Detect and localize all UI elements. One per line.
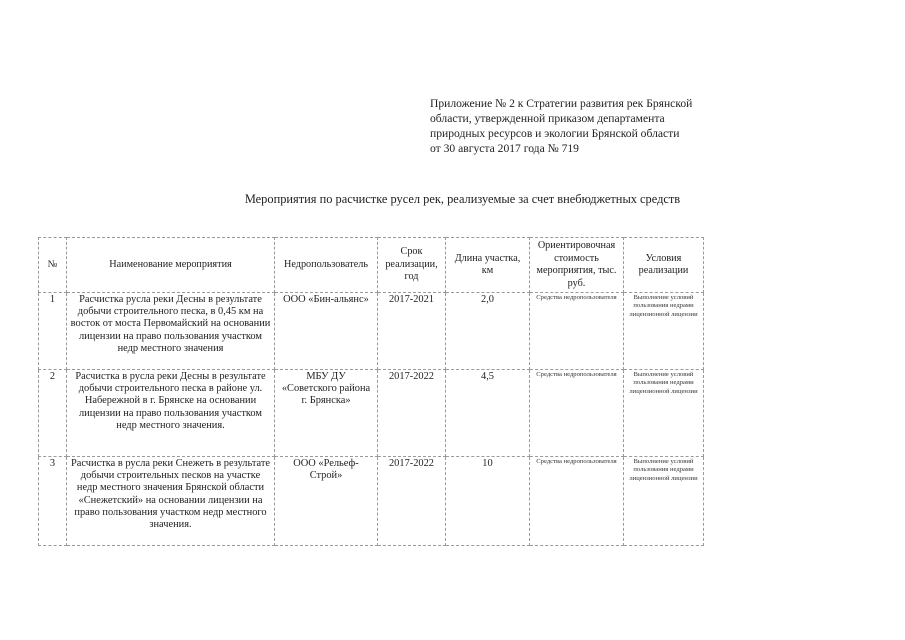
cell-term: 2017-2022 <box>378 457 446 546</box>
table-row <box>39 457 704 546</box>
cell-length: 4,5 <box>446 370 530 457</box>
annex-line: от 30 августа 2017 года № 719 <box>430 142 579 155</box>
annex-line: области, утвержденной приказом департамента <box>430 112 665 125</box>
cell-conditions: Выполнение условий пользования недрами лицензионной лицензии <box>624 293 704 370</box>
header-length: Длина участка, км <box>446 238 530 293</box>
cell-term: 2017-2022 <box>378 370 446 457</box>
header-user: Недропользователь <box>275 238 378 293</box>
cell-length: 2,0 <box>446 293 530 370</box>
annex-line: природных ресурсов и экологии Брянской области <box>430 127 680 140</box>
cell-user: МБУ ДУ «Советского района г. Брянска» <box>275 370 378 457</box>
cell-name: Расчистка в русла реки Снежеть в результате добычи строительных песков на участке недр местного значения Брянской области «Снежетский» на основании лицензии на право пользования участком недр местного значения. <box>67 457 275 546</box>
cell-cost: Средства недропользователя <box>530 293 624 370</box>
measures-table <box>38 237 704 546</box>
cell-user: ООО «Бин-альянс» <box>275 293 378 370</box>
cell-name: Расчистка в русла реки Десны в результате добычи строительного песка в районе ул. Набережной в г. Брянске на основании лицензии на право пользования участком недр местного значения. <box>67 370 275 457</box>
cell-conditions: Выполнение условий пользования недрами лицензионной лицензии <box>624 457 704 546</box>
header-num: № <box>39 238 67 293</box>
cell-conditions: Выполнение условий пользования недрами лицензионной лицензии <box>624 370 704 457</box>
cell-user: ООО «Рельеф-Строй» <box>275 457 378 546</box>
annex-reference <box>430 96 714 156</box>
cell-num: 3 <box>39 457 67 546</box>
header-cost: Ориентировочная стоимость мероприятия, тыс. руб. <box>530 238 624 293</box>
header-conditions: Условия реализации <box>624 238 704 293</box>
table-header-row <box>39 238 704 293</box>
cell-cost: Средства недропользователя <box>530 457 624 546</box>
document-title: Мероприятия по расчистке русел рек, реализуемые за счет внебюджетных средств <box>244 192 681 206</box>
header-term: Срок реализации, год <box>378 238 446 293</box>
cell-name: Расчистка русла реки Десны в результате добычи строительного песка, в 0,45 км на восток от моста Первомайский на основании лицензии на право пользования участком недр местного значения <box>67 293 275 370</box>
cell-cost: Средства недропользователя <box>530 370 624 457</box>
cell-term: 2017-2021 <box>378 293 446 370</box>
table-row <box>39 370 704 457</box>
table-row <box>39 293 704 370</box>
header-name: Наименование мероприятия <box>67 238 275 293</box>
cell-num: 1 <box>39 293 67 370</box>
annex-line: Приложение № 2 к Стратегии развития рек Брянской <box>430 97 693 110</box>
cell-length: 10 <box>446 457 530 546</box>
cell-num: 2 <box>39 370 67 457</box>
